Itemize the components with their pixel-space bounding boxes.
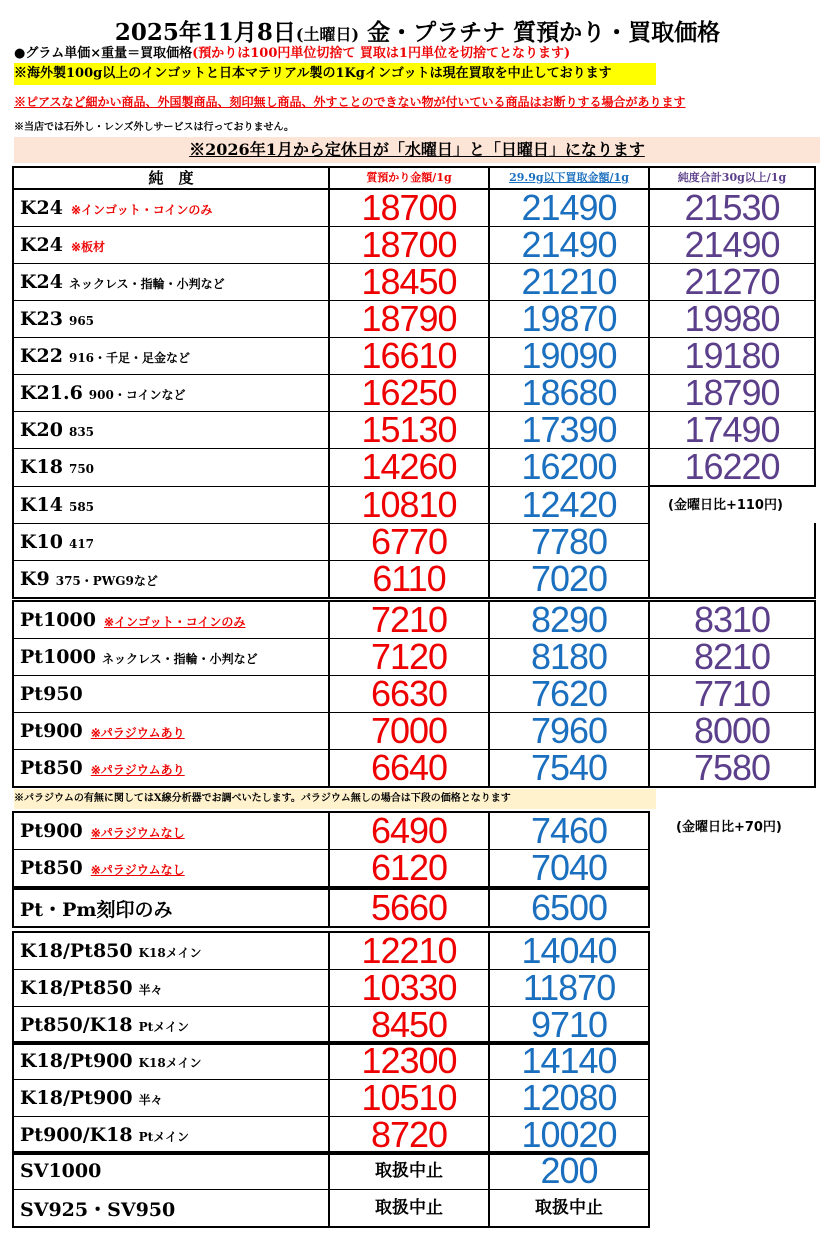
metal-detail: 半々 — [138, 1093, 163, 1107]
pawn-price: 6630 — [329, 676, 489, 713]
price-row — [13, 449, 815, 487]
buy30-price: 18790 — [649, 375, 815, 412]
gold-change-note: (金曜日比+110円) — [668, 498, 783, 513]
metal-detail: ※パラジウムなし — [90, 826, 185, 840]
price-row — [13, 750, 815, 788]
formula-note: ●グラム単価×重量＝買取価格(預かりは100円単位切捨て 買取は1円単位を切捨てとなります) — [14, 46, 571, 61]
metal-name: K18/Pt850 — [20, 940, 133, 962]
buy30-price: 19980 — [649, 301, 815, 338]
metal-name: K24 — [20, 271, 63, 293]
metal-detail: 585 — [68, 499, 95, 514]
silver-table — [12, 1151, 650, 1228]
metal-detail: ※パラジウムあり — [90, 726, 185, 740]
row-name — [13, 560, 329, 598]
platinum-price-table — [12, 600, 816, 788]
price-row — [13, 1080, 649, 1117]
buy30-price: 17490 — [649, 412, 815, 449]
buy-price: 8180 — [489, 639, 649, 676]
price-row — [13, 560, 815, 598]
row-name — [13, 1152, 329, 1190]
buy30-price: 21490 — [649, 227, 815, 264]
metal-detail: K18メイン — [138, 1056, 202, 1070]
metal-name: K24 — [20, 234, 63, 256]
metal-name: SV1000 — [20, 1160, 102, 1182]
row-name — [13, 889, 329, 927]
price-row — [13, 1190, 649, 1228]
row-name — [13, 850, 329, 888]
price-row — [13, 970, 649, 1007]
pawn-price: 7000 — [329, 713, 489, 750]
metal-name: K20 — [20, 419, 63, 441]
buy30-price: 16220 — [649, 449, 815, 487]
price-row — [13, 523, 815, 560]
ingot-note: ※海外製100g以上のインゴットと日本マテリアル製の1Kgインゴットは現在買取を中止しております — [14, 63, 656, 85]
row-name — [13, 970, 329, 1007]
buy30-price: 21530 — [649, 189, 815, 227]
price-row — [13, 1117, 649, 1155]
price-row — [13, 639, 815, 676]
buy-price: 10020 — [489, 1117, 649, 1155]
buy30-price: 7580 — [649, 750, 815, 788]
metal-name: Pt900 — [20, 820, 83, 842]
pawn-price: 18700 — [329, 189, 489, 227]
metal-detail: Ptメイン — [138, 1020, 189, 1034]
buy-price: 取扱中止 — [489, 1190, 649, 1228]
buy-price: 21490 — [489, 189, 649, 227]
metal-name: Pt900/K18 — [20, 1124, 133, 1146]
refuse-note: ※ピアスなど細かい商品、外国製商品、刻印無し商品、外すことのできない物が付いている商品はお断りする場合があります — [14, 95, 686, 109]
row-name — [13, 189, 329, 227]
row-name — [13, 601, 329, 639]
pawn-price: 15130 — [329, 412, 489, 449]
price-row — [13, 676, 815, 713]
price-row — [13, 338, 815, 375]
pawn-price: 18790 — [329, 301, 489, 338]
empty-cell — [649, 523, 815, 560]
buy-price: 14140 — [489, 1042, 649, 1080]
empty-cell — [649, 560, 815, 598]
row-name — [13, 301, 329, 338]
metal-name: K21.6 — [20, 382, 83, 404]
metal-detail: ※インゴット・コインのみ — [103, 615, 246, 629]
buy-price: 7540 — [489, 750, 649, 788]
row-name — [13, 264, 329, 301]
buy-price: 7460 — [489, 812, 649, 850]
pawn-price: 5660 — [329, 889, 489, 927]
buy30-price: 7710 — [649, 676, 815, 713]
row-name — [13, 338, 329, 375]
pawn-price: 7210 — [329, 601, 489, 639]
buy-price: 7020 — [489, 560, 649, 598]
buy-price: 8290 — [489, 601, 649, 639]
stamp-only-table — [12, 888, 650, 928]
row-name — [13, 523, 329, 560]
pawn-price: 6110 — [329, 560, 489, 598]
buy-price: 11870 — [489, 970, 649, 1007]
price-row — [13, 812, 649, 850]
metal-detail: 750 — [68, 462, 95, 477]
metal-name: K10 — [20, 530, 63, 553]
buy-price: 7040 — [489, 850, 649, 888]
row-name — [13, 932, 329, 970]
col-buy: 29.9g以下買取金額/1g — [489, 167, 649, 189]
metal-name: Pt850 — [20, 857, 83, 879]
row-name — [13, 227, 329, 264]
metal-name: Pt900 — [20, 720, 83, 742]
pawn-price: 16250 — [329, 375, 489, 412]
pawn-price: 14260 — [329, 449, 489, 487]
pawn-price: 6770 — [329, 523, 489, 560]
metal-name: K18/Pt850 — [20, 977, 133, 999]
price-row — [13, 932, 649, 970]
metal-name: SV925・SV950 — [20, 1198, 176, 1221]
pawn-price: 10510 — [329, 1080, 489, 1117]
row-name — [13, 1117, 329, 1155]
buy30-price: 8000 — [649, 713, 815, 750]
buy-price: 12420 — [489, 486, 649, 523]
pawn-price: 取扱中止 — [329, 1152, 489, 1190]
metal-name: Pt1000 — [20, 609, 96, 631]
pawn-price: 8720 — [329, 1117, 489, 1155]
metal-name: Pt850 — [20, 757, 83, 779]
pawn-price: 18700 — [329, 227, 489, 264]
metal-detail: 965 — [68, 314, 95, 328]
stone-note: ※当店では石外し・レンズ外しサービスは行っておりません。 — [14, 122, 295, 133]
row-name — [13, 812, 329, 850]
metal-name: K18 — [20, 456, 63, 479]
buy-price: 7620 — [489, 676, 649, 713]
row-name — [13, 486, 329, 523]
buy-price: 7960 — [489, 713, 649, 750]
price-row — [13, 375, 815, 412]
buy-price: 7780 — [489, 523, 649, 560]
metal-detail: 半々 — [138, 983, 163, 997]
gold-price-table — [12, 166, 816, 599]
row-name — [13, 750, 329, 788]
metal-name: K24 — [20, 197, 63, 219]
row-name — [13, 375, 329, 412]
pawn-price: 10330 — [329, 970, 489, 1007]
metal-detail: 417 — [68, 536, 95, 551]
buy-price: 19870 — [489, 301, 649, 338]
buy-price: 9710 — [489, 1007, 649, 1045]
metal-name: K23 — [20, 308, 63, 330]
row-name — [13, 639, 329, 676]
metal-detail: ネックレス・指輪・小判など — [68, 277, 225, 291]
metal-detail: 835 — [68, 425, 95, 439]
buy-price: 200 — [489, 1152, 649, 1190]
pawn-price: 16610 — [329, 338, 489, 375]
metal-name: K14 — [20, 493, 63, 516]
price-row — [13, 227, 815, 264]
price-row — [13, 1152, 649, 1190]
metal-name: Pt・Pm刻印のみ — [20, 898, 173, 921]
metal-detail: ※パラジウムなし — [90, 863, 185, 877]
metal-detail: 375・PWG9など — [55, 573, 158, 588]
row-name — [13, 1042, 329, 1080]
pawn-price: 6490 — [329, 812, 489, 850]
metal-detail: ※パラジウムあり — [90, 763, 185, 777]
metal-detail: ネックレス・指輪・小判など — [101, 652, 258, 666]
row-name — [13, 412, 329, 449]
buy30-price: 21270 — [649, 264, 815, 301]
metal-detail: Ptメイン — [138, 1130, 189, 1144]
metal-name: K22 — [20, 345, 63, 367]
row-name — [13, 1080, 329, 1117]
metal-detail: 900・コインなど — [88, 388, 186, 402]
buy-price: 16200 — [489, 449, 649, 487]
metal-name: K9 — [20, 567, 50, 590]
buy30-price: 8310 — [649, 601, 815, 639]
col-purity: 純 度 — [13, 167, 329, 189]
buy-price: 17390 — [489, 412, 649, 449]
buy-price: 21490 — [489, 227, 649, 264]
price-row — [13, 850, 649, 888]
buy-price: 18680 — [489, 375, 649, 412]
row-name — [13, 713, 329, 750]
metal-name: K18/Pt900 — [20, 1050, 133, 1072]
metal-detail: K18メイン — [138, 946, 202, 960]
pawn-price: 6640 — [329, 750, 489, 788]
col-buy30: 純度合計30g以上/1g — [649, 167, 815, 189]
buy30-price: 19180 — [649, 338, 815, 375]
buy-price: 19090 — [489, 338, 649, 375]
price-row — [13, 1042, 649, 1080]
metal-name: Pt850/K18 — [20, 1014, 133, 1036]
pawn-price: 10810 — [329, 486, 489, 523]
combo850-table — [12, 931, 650, 1045]
price-row — [13, 889, 649, 927]
buy-price: 21210 — [489, 264, 649, 301]
combo900-table — [12, 1041, 650, 1155]
palladium-note: ※パラジウムの有無に関してはX線分析器でお調べいたします。パラジウム無しの場合は下段の価格となります — [14, 789, 656, 809]
pawn-price: 18450 — [329, 264, 489, 301]
row-name — [13, 676, 329, 713]
platinum-change-note: (金曜日比+70円) — [676, 820, 782, 835]
row-name — [13, 449, 329, 487]
buy-price: 6500 — [489, 889, 649, 927]
metal-detail: ※インゴット・コインのみ — [70, 203, 213, 217]
pawn-price: 8450 — [329, 1007, 489, 1045]
page-title: 2025年11月8日(土曜日) 金・プラチナ 質預かり・買取価格 — [114, 19, 721, 46]
price-row — [13, 713, 815, 750]
metal-name: K18/Pt900 — [20, 1087, 133, 1109]
pawn-price: 6120 — [329, 850, 489, 888]
price-row — [13, 601, 815, 639]
metal-name: Pt950 — [20, 683, 83, 705]
price-row — [13, 1007, 649, 1045]
platinum-no-pd-table — [12, 811, 650, 888]
pawn-price: 7120 — [329, 639, 489, 676]
col-pawn: 質預かり金額/1g — [329, 167, 489, 189]
buy-price: 14040 — [489, 932, 649, 970]
metal-detail: ※板材 — [70, 240, 106, 254]
holiday-banner: ※2026年1月から定休日が「水曜日」と「日曜日」になります — [14, 137, 820, 163]
price-row — [13, 412, 815, 449]
price-row — [13, 301, 815, 338]
buy-price: 12080 — [489, 1080, 649, 1117]
pawn-price: 取扱中止 — [329, 1190, 489, 1228]
price-row — [13, 264, 815, 301]
metal-detail: 916・千足・足金など — [68, 351, 191, 365]
row-name — [13, 1007, 329, 1045]
metal-name: Pt1000 — [20, 646, 96, 668]
row-name — [13, 1190, 329, 1228]
pawn-price: 12210 — [329, 932, 489, 970]
price-row — [13, 189, 815, 227]
pawn-price: 12300 — [329, 1042, 489, 1080]
buy30-price: 8210 — [649, 639, 815, 676]
